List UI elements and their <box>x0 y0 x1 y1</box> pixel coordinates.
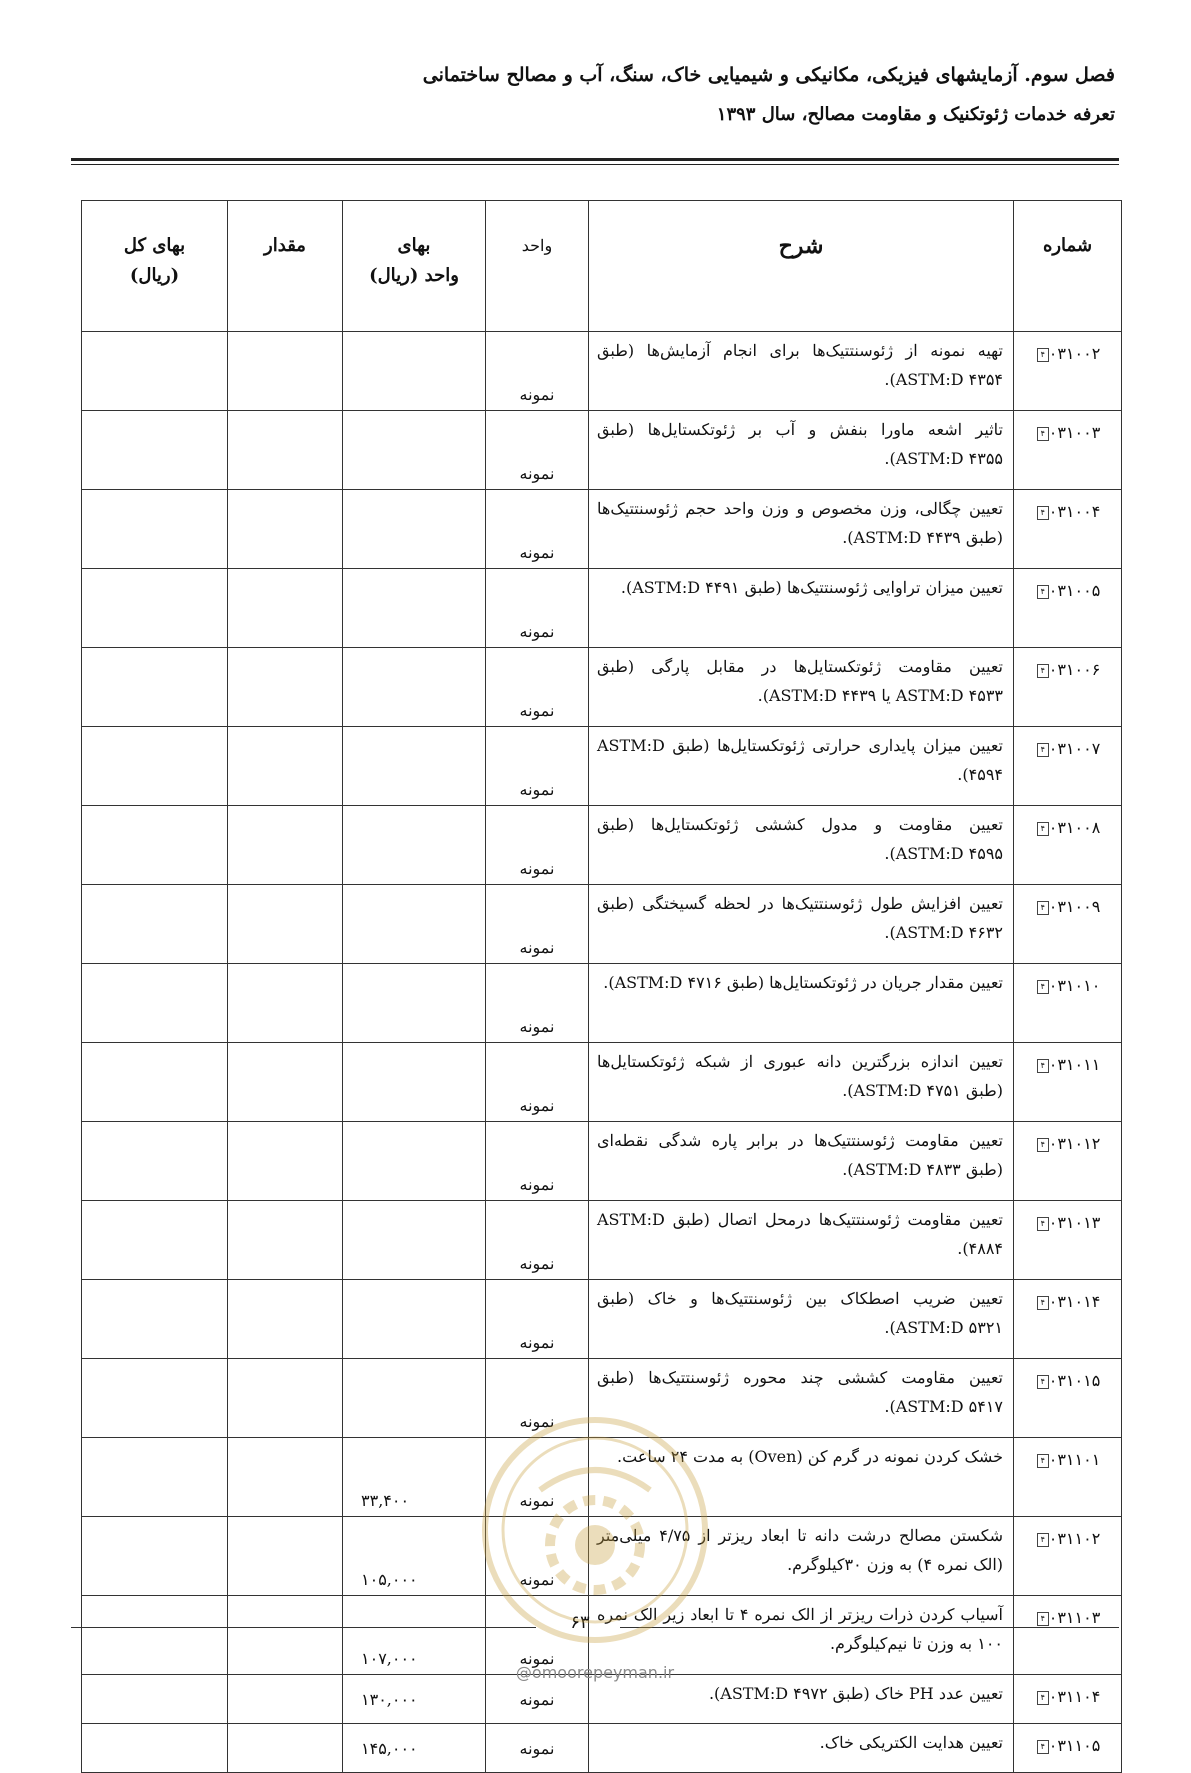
row-unit-price <box>343 885 486 964</box>
row-unit: نمونه <box>486 1359 589 1438</box>
row-quantity <box>228 1043 343 1122</box>
row-total-price <box>82 1517 228 1596</box>
item-marker-box: ۴ <box>1037 1296 1049 1310</box>
row-description: تعیین میزان پایداری حرارتی ژئوتکستایل‌ها (طبق ASTM:D ۴۵۹۴). <box>589 727 1014 806</box>
row-description: تعیین ضریب اصطکاک بین ژئوسنتتیک‌ها و خاک (طبق ASTM:D ۵۳۲۱). <box>589 1280 1014 1359</box>
row-total-price <box>82 411 228 490</box>
row-number: ۰۳۱۰۱۵۴ <box>1014 1359 1122 1438</box>
row-description: تعیین مقاومت و مدول کششی ژئوتکستایل‌ها (طبق ASTM:D ۴۵۹۵). <box>589 806 1014 885</box>
row-unit: نمونه <box>486 569 589 648</box>
row-unit: نمونه <box>486 1043 589 1122</box>
item-marker-box: ۴ <box>1037 743 1049 757</box>
header-quantity: مقدار <box>228 201 343 332</box>
row-description: تعیین میزان تراوایی ژئوسنتتیک‌ها (طبق ASTM:D ۴۴۹۱). <box>589 569 1014 648</box>
header-number: شماره <box>1014 201 1122 332</box>
table-row <box>82 885 1122 964</box>
row-number: ۰۳۱۰۱۰۴ <box>1014 964 1122 1043</box>
row-unit-price: ۳۳,۴۰۰ <box>343 1438 486 1517</box>
item-marker-box: ۴ <box>1037 1612 1049 1626</box>
row-unit-price <box>343 806 486 885</box>
row-quantity <box>228 1675 343 1724</box>
row-unit-price: ۱۰۷,۰۰۰ <box>343 1596 486 1675</box>
row-total-price <box>82 648 228 727</box>
table-row <box>82 1280 1122 1359</box>
row-description: تعیین چگالی، وزن مخصوص و وزن واحد حجم ژئوسنتتیک‌ها (طبق ASTM:D ۴۴۳۹). <box>589 490 1014 569</box>
item-marker-box: ۴ <box>1037 1454 1049 1468</box>
row-total-price <box>82 1438 228 1517</box>
row-description: شکستن مصالح درشت دانه تا ابعاد ریزتر از ۴/۷۵ میلی‌متر (الک نمره ۴) به وزن ۳۰کیلوگرم. <box>589 1517 1014 1596</box>
row-total-price <box>82 964 228 1043</box>
row-unit-price <box>343 1043 486 1122</box>
item-marker-box: ۴ <box>1037 1740 1049 1754</box>
row-total-price <box>82 569 228 648</box>
row-total-price <box>82 1280 228 1359</box>
row-number: ۰۳۱۰۱۳۴ <box>1014 1201 1122 1280</box>
row-description: تعیین هدایت الکتریکی خاک. <box>589 1724 1014 1773</box>
row-description: تعیین عدد PH خاک (طبق ASTM:D ۴۹۷۲). <box>589 1675 1014 1724</box>
item-marker-box: ۴ <box>1037 1533 1049 1547</box>
row-number: ۰۳۱۱۰۴۴ <box>1014 1675 1122 1724</box>
item-marker-box: ۴ <box>1037 980 1049 994</box>
row-unit-price <box>343 569 486 648</box>
table-row <box>82 490 1122 569</box>
row-total-price <box>82 1122 228 1201</box>
row-unit-price <box>343 332 486 411</box>
row-quantity <box>228 1201 343 1280</box>
item-marker-box: ۴ <box>1037 822 1049 836</box>
row-number: ۰۳۱۱۰۳۴ <box>1014 1596 1122 1675</box>
row-number: ۰۳۱۰۱۱۴ <box>1014 1043 1122 1122</box>
table-header-row <box>82 201 1122 332</box>
row-quantity <box>228 648 343 727</box>
row-quantity <box>228 490 343 569</box>
row-number: ۰۳۱۰۰۵۴ <box>1014 569 1122 648</box>
item-marker-box: ۴ <box>1037 1691 1049 1705</box>
chapter-title: فصل سوم. آزمایشهای فیزیکی، مکانیکی و شیمیایی خاک، سنگ، آب و مصالح ساختمانی <box>422 64 1115 86</box>
item-marker-box: ۴ <box>1037 427 1049 441</box>
row-unit: نمونه <box>486 1280 589 1359</box>
row-number: ۰۳۱۰۱۴۴ <box>1014 1280 1122 1359</box>
row-total-price <box>82 1724 228 1773</box>
footer-rule-left <box>71 1627 536 1628</box>
row-quantity <box>228 1438 343 1517</box>
item-marker-box: ۴ <box>1037 585 1049 599</box>
row-quantity <box>228 1724 343 1773</box>
row-description: تعیین اندازه بزرگترین دانه عبوری از شبکه ژئوتکستایل‌ها (طبق ASTM:D ۴۷۵۱). <box>589 1043 1014 1122</box>
row-number: ۰۳۱۰۱۲۴ <box>1014 1122 1122 1201</box>
watermark-seal-logo <box>470 1405 720 1655</box>
row-unit: نمونه <box>486 964 589 1043</box>
row-total-price <box>82 490 228 569</box>
page-header <box>70 58 1115 132</box>
header-unit: واحد <box>486 201 589 332</box>
row-description: آسیاب کردن ذرات ریزتر از الک نمره ۴ تا ابعاد زیر الک نمره ۱۰۰ به وزن تا نیم‌کیلوگرم. <box>589 1596 1014 1675</box>
table-row <box>82 1724 1122 1773</box>
row-total-price <box>82 1201 228 1280</box>
item-marker-box: ۴ <box>1037 901 1049 915</box>
item-marker-box: ۴ <box>1037 1375 1049 1389</box>
row-description: تعیین افزایش طول ژئوسنتتیک‌ها در لحظه گسیختگی (طبق ASTM:D ۴۶۳۲). <box>589 885 1014 964</box>
tariff-subtitle: تعرفه خدمات ژئوتکنیک و مقاومت مصالح، سال ۱۳۹۳ <box>716 104 1115 125</box>
table-row <box>82 964 1122 1043</box>
row-total-price <box>82 1359 228 1438</box>
header-rule-thin <box>71 164 1119 165</box>
row-unit: نمونه <box>486 648 589 727</box>
row-total-price <box>82 806 228 885</box>
row-quantity <box>228 1359 343 1438</box>
row-unit: نمونه <box>486 490 589 569</box>
row-description: تعیین مقاومت ژئوسنتتیک‌ها درمحل اتصال (طبق ASTM:D ۴۸۸۴). <box>589 1201 1014 1280</box>
row-description: تاثیر اشعه ماورا بنفش و آب بر ژئوتکستایل‌ها (طبق ASTM:D ۴۳۵۵). <box>589 411 1014 490</box>
row-description: تعیین مقدار جریان در ژئوتکستایل‌ها (طبق ASTM:D ۴۷۱۶). <box>589 964 1014 1043</box>
page-number: ۶۳ <box>570 1612 590 1633</box>
row-number: ۰۳۱۱۰۲۴ <box>1014 1517 1122 1596</box>
row-unit: نمونه <box>486 1596 589 1675</box>
row-description: تعیین مقاومت ژئوتکستایل‌ها در مقابل پارگی (طبق ASTM:D ۴۵۳۳ یا ASTM:D ۴۴۳۹). <box>589 648 1014 727</box>
row-unit: نمونه <box>486 806 589 885</box>
row-unit-price <box>343 648 486 727</box>
row-quantity <box>228 1596 343 1675</box>
row-number: ۰۳۱۰۰۴۴ <box>1014 490 1122 569</box>
row-number: ۰۳۱۰۰۸۴ <box>1014 806 1122 885</box>
row-total-price <box>82 1675 228 1724</box>
row-unit: نمونه <box>486 332 589 411</box>
row-unit: نمونه <box>486 727 589 806</box>
row-description: تعیین مقاومت کششی چند محوره ژئوسنتتیک‌ها (طبق ASTM:D ۵۴۱۷). <box>589 1359 1014 1438</box>
watermark-url: @omoorepeyman.ir <box>515 1663 675 1682</box>
row-unit-price <box>343 411 486 490</box>
row-quantity <box>228 885 343 964</box>
row-unit-price <box>343 1359 486 1438</box>
row-unit: نمونه <box>486 1201 589 1280</box>
row-quantity <box>228 1517 343 1596</box>
row-unit-price: ۱۰۵,۰۰۰ <box>343 1517 486 1596</box>
table-row <box>82 332 1122 411</box>
row-unit: نمونه <box>486 1438 589 1517</box>
item-marker-box: ۴ <box>1037 506 1049 520</box>
table-row <box>82 648 1122 727</box>
table-row <box>82 1043 1122 1122</box>
table-row <box>82 1201 1122 1280</box>
item-marker-box: ۴ <box>1037 1138 1049 1152</box>
header-unit-price: بهای واحد (ریال) <box>343 201 486 332</box>
row-number: ۰۳۱۱۰۵۴ <box>1014 1724 1122 1773</box>
row-unit-price <box>343 1201 486 1280</box>
row-unit: نمونه <box>486 411 589 490</box>
row-unit-price <box>343 1122 486 1201</box>
row-total-price <box>82 727 228 806</box>
row-quantity <box>228 332 343 411</box>
row-unit: نمونه <box>486 885 589 964</box>
row-number: ۰۳۱۱۰۱۴ <box>1014 1438 1122 1517</box>
row-description: تهیه نمونه از ژئوسنتتیک‌ها برای انجام آزمایش‌ها (طبق ASTM:D ۴۳۵۴). <box>589 332 1014 411</box>
table-row <box>82 569 1122 648</box>
row-unit-price: ۱۴۵,۰۰۰ <box>343 1724 486 1773</box>
table-row <box>82 806 1122 885</box>
row-quantity <box>228 411 343 490</box>
row-unit: نمونه <box>486 1122 589 1201</box>
row-unit-price <box>343 727 486 806</box>
table-row <box>82 727 1122 806</box>
row-unit-price <box>343 964 486 1043</box>
row-quantity <box>228 1122 343 1201</box>
row-total-price <box>82 1596 228 1675</box>
row-number: ۰۳۱۰۰۶۴ <box>1014 648 1122 727</box>
row-quantity <box>228 727 343 806</box>
header-total-price: بهای کل (ریال) <box>82 201 228 332</box>
row-quantity <box>228 569 343 648</box>
row-unit: نمونه <box>486 1517 589 1596</box>
row-unit-price <box>343 1280 486 1359</box>
row-total-price <box>82 1043 228 1122</box>
row-unit-price: ۱۳۰,۰۰۰ <box>343 1675 486 1724</box>
row-number: ۰۳۱۰۰۲۴ <box>1014 332 1122 411</box>
row-description: تعیین مقاومت ژئوسنتتیک‌ها در برابر پاره شدگی نقطه‌ای (طبق ASTM:D ۴۸۳۳). <box>589 1122 1014 1201</box>
row-unit: نمونه <box>486 1724 589 1773</box>
table-row <box>82 1122 1122 1201</box>
row-number: ۰۳۱۰۰۳۴ <box>1014 411 1122 490</box>
item-marker-box: ۴ <box>1037 1217 1049 1231</box>
header-description: شرح <box>589 201 1014 332</box>
row-quantity <box>228 1280 343 1359</box>
row-total-price <box>82 885 228 964</box>
row-number: ۰۳۱۰۰۹۴ <box>1014 885 1122 964</box>
item-marker-box: ۴ <box>1037 1059 1049 1073</box>
row-quantity <box>228 964 343 1043</box>
row-total-price <box>82 332 228 411</box>
table-row <box>82 411 1122 490</box>
row-description: خشک کردن نمونه در گرم کن (Oven) به مدت ۲۴ ساعت. <box>589 1438 1014 1517</box>
row-number: ۰۳۱۰۰۷۴ <box>1014 727 1122 806</box>
row-unit: نمونه <box>486 1675 589 1724</box>
item-marker-box: ۴ <box>1037 664 1049 678</box>
header-rule-thick <box>71 158 1119 161</box>
item-marker-box: ۴ <box>1037 348 1049 362</box>
row-unit-price <box>343 490 486 569</box>
row-quantity <box>228 806 343 885</box>
